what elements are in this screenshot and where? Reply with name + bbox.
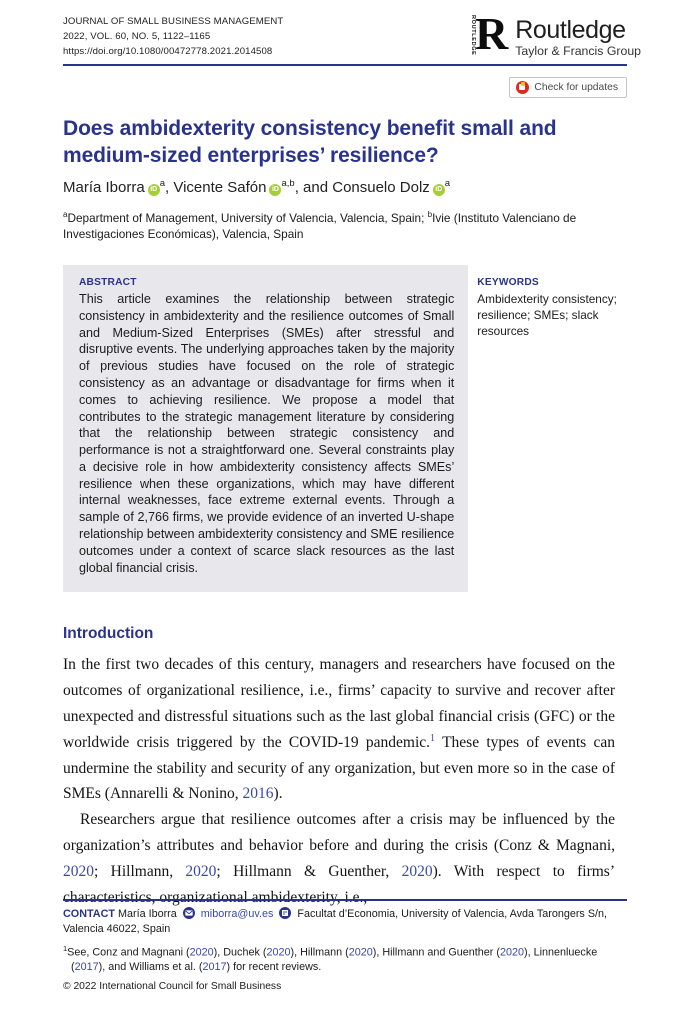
publisher-wordmark xyxy=(515,12,641,58)
text-segment: ), and Williams et al. ( xyxy=(98,961,203,974)
publisher-name: Routledge xyxy=(515,16,626,44)
keywords-block xyxy=(477,265,627,593)
routledge-vertical-text: ROUTLEDGE xyxy=(470,15,477,56)
text-segment: ), Linnenluecke ( xyxy=(71,946,598,974)
orcid-icon[interactable]: iD xyxy=(433,184,445,196)
citation-link[interactable]: 2016 xyxy=(242,785,274,803)
superscript-text: a xyxy=(63,210,68,219)
superscript-text: 1 xyxy=(63,944,68,953)
text-segment: In the first two decades of this century, managers and researchers have focused on the outcomes of organizational resilience, i.e., firms’ capacity to survive and recover after unexpected and distressful situations such as the last global financial crisis (GFC) or the worldwide crisis triggered by the COVID-19 pandemic. xyxy=(63,656,615,751)
keywords-label: KEYWORDS xyxy=(477,276,539,288)
email-icon xyxy=(183,907,195,919)
publisher-group: Taylor & Francis Group xyxy=(515,44,641,58)
text-segment: ), Hillmann and Guenther ( xyxy=(372,946,500,959)
journal-doi: https://doi.org/10.1080/00472778.2021.2014508 xyxy=(63,46,273,57)
author-affiliation-superscript: a xyxy=(444,178,451,189)
text-segment: Department of Management, University of Valencia, Valencia, Spain; xyxy=(67,210,428,225)
superscript-text: b xyxy=(427,210,433,219)
text-segment: ), Hillmann ( xyxy=(290,946,349,959)
contact-line xyxy=(63,907,627,937)
text-segment: ; Hillmann, xyxy=(94,862,186,880)
abstract-text: This article examines the relationship between strategic consistency in ambidexterity and the resilience outcomes of Small and Medium-Sized Enterprises (SMEs) after stressful and disruptive events. The underlying approaches taken by the majority of previous studies have focused on the role of strategic consistency as an advantage or disadvantage for firms when it comes to achieving resilience. We propose a model that contributes to the strategic management literature by considering that the relationship between strategic consistency and performance is not a straightforward one. Several constraints play a decisive role in how ambidexterity consistency affects SMEs’ resilience when these organizations, which may have different internal weaknesses, face extreme external events. Through a sample of 2,766 firms, we provide evidence of an inverted U-shape relationship between ambidexterity consistency and SME resilience outcomes under a context of scarce slack resources as the last global financial crisis. xyxy=(79,291,455,575)
citation-link[interactable]: 2017 xyxy=(202,961,227,974)
citation-link[interactable]: 2020 xyxy=(63,862,94,880)
keywords-text: Ambidexterity consistency; resilience; SMEs; slack resources xyxy=(477,291,617,338)
author-name: Vicente Safón xyxy=(173,179,267,196)
introduction-heading: Introduction xyxy=(63,625,154,643)
publisher-logo xyxy=(469,8,641,59)
text-segment: ; Hillmann & Guenther, xyxy=(216,862,402,880)
affiliations xyxy=(63,207,627,243)
citation-link[interactable]: 2020 xyxy=(266,946,291,959)
text-segment: Ivie (Instituto Valenciano de Investigaciones Económicas), Valencia, Spain xyxy=(63,210,577,242)
check-for-updates-label: Check for updates xyxy=(534,82,618,93)
text-segment: Researchers argue that resilience outcomes after a crisis may be influenced by the organization’s attributes and behavior before and during the crisis (Conz & Magnani, xyxy=(63,811,615,855)
contact-label: CONTACT xyxy=(63,908,115,920)
citation-link[interactable]: 2020 xyxy=(499,946,524,959)
text-segment: See, Conz and Magnani ( xyxy=(67,946,190,959)
footer-divider xyxy=(63,899,627,901)
check-for-updates-button[interactable] xyxy=(509,77,627,98)
journal-volume-info: 2022, VOL. 60, NO. 5, 1122–1165 xyxy=(63,31,211,42)
introduction-paragraph-2 xyxy=(63,807,615,910)
crossmark-icon xyxy=(516,81,529,94)
journal-name: JOURNAL OF SMALL BUSINESS MANAGEMENT xyxy=(63,16,284,27)
routledge-logo-mark xyxy=(469,8,509,59)
abstract-box xyxy=(63,265,468,593)
contact-name: María Iborra xyxy=(117,908,177,920)
author-affiliation-superscript: a,b xyxy=(281,178,295,189)
abstract-label: ABSTRACT xyxy=(79,276,137,288)
footnote xyxy=(63,942,627,975)
author-separator: , xyxy=(165,179,174,196)
author-name: Consuelo Dolz xyxy=(332,179,430,196)
citation-link[interactable]: 2017 xyxy=(74,961,99,974)
text-segment: ), Duchek ( xyxy=(213,946,267,959)
citation-link[interactable]: 1 xyxy=(430,732,436,744)
citation-link[interactable]: 2020 xyxy=(401,862,433,880)
routledge-r-icon: R xyxy=(475,8,509,59)
article-title: Does ambidexterity consistency benefit small and medium-sized enterprises’ resilience? xyxy=(63,117,557,167)
header-divider xyxy=(63,64,627,66)
citation-link[interactable]: 2020 xyxy=(189,946,214,959)
text-segment: ). xyxy=(273,785,283,803)
text-segment: These types of events can undermine the stability and security of any organization, but even more so in the case of SMEs (Annarelli & Nonino, xyxy=(63,733,615,803)
orcid-icon[interactable]: iD xyxy=(148,184,160,196)
introduction-paragraph-1 xyxy=(63,652,615,807)
journal-meta xyxy=(63,14,283,59)
footer xyxy=(63,899,627,992)
text-segment: ) for recent reviews. xyxy=(226,961,322,974)
author-name: María Iborra xyxy=(63,179,145,196)
address-icon xyxy=(279,907,291,919)
author-line xyxy=(63,178,627,196)
copyright-notice: © 2022 International Council for Small Business xyxy=(63,980,282,992)
orcid-icon[interactable]: iD xyxy=(269,184,281,196)
journal-header xyxy=(63,0,641,59)
citation-link[interactable]: 2020 xyxy=(348,946,373,959)
contact-address: Facultat d’Economia, University of Valencia, Avda Tarongers S/n, Valencia 46022, Spain xyxy=(63,908,608,935)
author-affiliation-superscript: a xyxy=(159,178,165,189)
contact-email-link[interactable]: miborra@uv.es xyxy=(200,908,274,920)
text-segment: ). With respect to firms’ characteristics, organizational ambidexterity, i.e., xyxy=(63,862,615,906)
author-separator: , and xyxy=(294,179,333,196)
citation-link[interactable]: 2020 xyxy=(185,862,217,880)
